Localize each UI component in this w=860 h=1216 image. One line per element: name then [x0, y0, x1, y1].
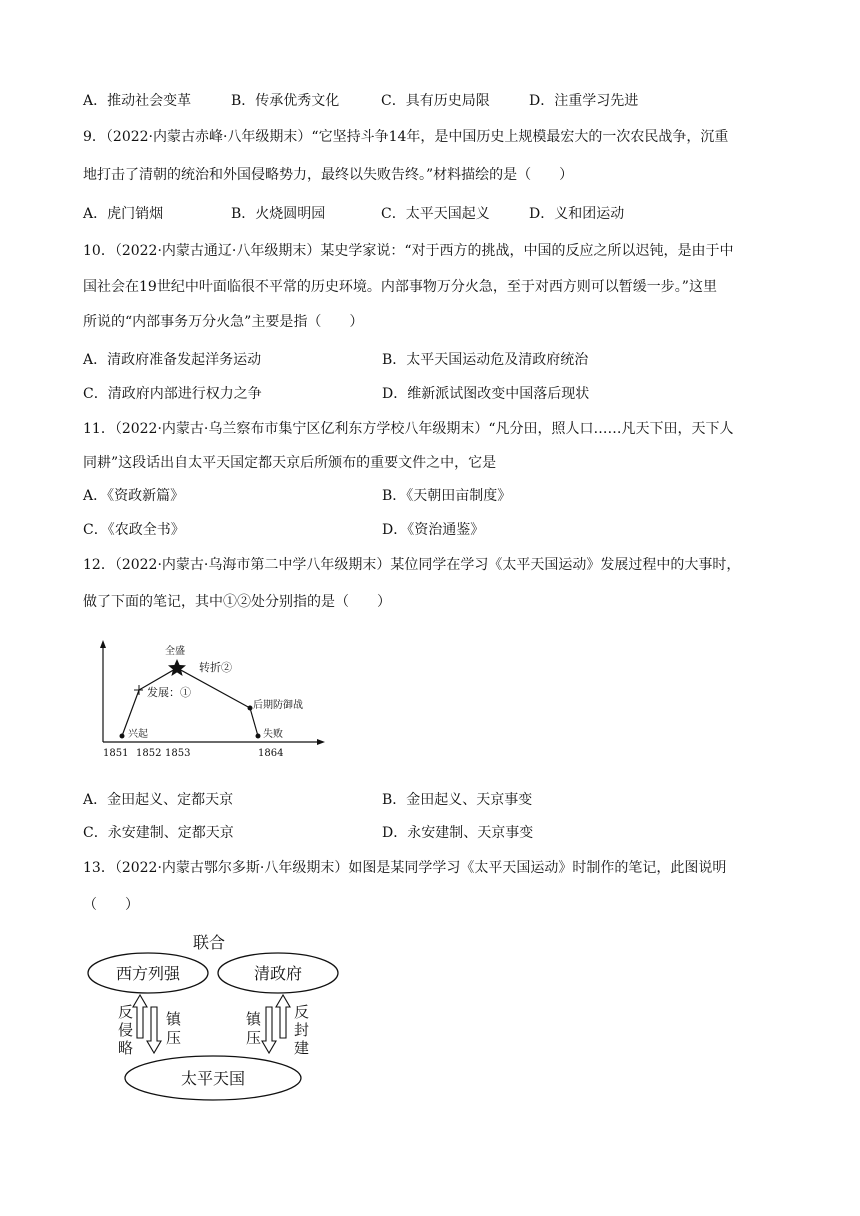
q9-stem-line2: 地打击了清朝的统治和外国侵略势力，最终以失败告终。”材料描绘的是（ ）	[83, 167, 574, 183]
arrow-up-left	[133, 995, 147, 1038]
q8-option-d[interactable]: D．注重学习先进	[529, 93, 639, 109]
label-develop: 发展：①	[147, 686, 191, 699]
text-qing-government: 清政府	[253, 964, 303, 983]
q10-stem-line3: 所说的“内部事务万分火急”主要是指（ ）	[83, 314, 364, 330]
left-up-char-1: 反	[118, 1003, 134, 1021]
right-down-char-1: 镇	[246, 1010, 262, 1028]
text-taiping: 太平天国	[180, 1069, 246, 1088]
q12-option-a[interactable]: A．金田起义、定都天京	[83, 792, 234, 808]
q13-stem-line1: 13．（2022·内蒙古鄂尔多斯·八年级期末）如图是某同学学习《太平天国运动》时制作的笔记，此图说明	[83, 860, 727, 876]
y-axis-arrow	[100, 640, 106, 648]
q9-option-c[interactable]: C．太平天国起义	[381, 206, 490, 222]
arrow-down-right	[262, 1007, 276, 1053]
q10-stem-line2: 国社会在19世纪中叶面临很不平常的历史环境。内部事物万分火急，至于对西方则可以暂缓一步。”这里	[83, 279, 717, 295]
q9-option-a[interactable]: A．虎门销烟	[83, 206, 164, 222]
point-defense	[248, 706, 253, 711]
x-tick-1851: 1851	[103, 748, 129, 759]
point-rise	[120, 734, 125, 739]
q11-stem-line1: 11．（2022·内蒙古·乌兰察布市集宁区亿利东方学校八年级期末）“凡分田，照人口……凡天下田，天下人	[83, 421, 734, 437]
q12-stem-line2: 做了下面的笔记，其中①②处分别指的是（ ）	[83, 594, 391, 610]
q10-option-c[interactable]: C．清政府内部进行权力之争	[83, 386, 262, 402]
q12-stem-line1: 12．（2022·内蒙古·乌海市第二中学八年级期末）某位同学在学习《太平天国运动》发展过程中的大事时，	[83, 557, 741, 573]
text-western-powers: 西方列强	[115, 964, 181, 983]
point-fail	[256, 734, 261, 739]
right-up-char-1: 反	[294, 1003, 310, 1021]
q9-option-b[interactable]: B．火烧圆明园	[231, 206, 326, 222]
q13-stem-line2: （ ）	[83, 897, 139, 913]
q10-stem-line1: 10．（2022·内蒙古通辽·八年级期末）某史学家说：“对于西方的挑战，中国的反应之所以迟钝，是由于中	[83, 243, 734, 259]
right-down-char-2: 压	[246, 1029, 262, 1047]
x-axis-arrow	[317, 739, 325, 745]
q12-option-c[interactable]: C．永安建制、定都天京	[83, 825, 234, 841]
q9-stem-line1: 9．（2022·内蒙古赤峰·八年级期末）“它坚持斗争14年，是中国历史上规模最宏大的一次农民战争，沉重	[83, 129, 729, 145]
label-alliance: 联合	[193, 933, 226, 952]
arrow-up-right	[276, 995, 290, 1038]
peak-star-icon	[168, 659, 186, 676]
x-tick-1853: 1853	[165, 748, 191, 759]
left-down-char-1: 镇	[166, 1010, 182, 1028]
x-tick-1864: 1864	[258, 748, 284, 759]
trend-line	[122, 668, 258, 736]
q11-option-c[interactable]: C．《农政全书》	[83, 522, 185, 538]
q9-options	[83, 203, 823, 225]
q10-option-d[interactable]: D．维新派试图改变中国落后现状	[382, 386, 590, 402]
q11-stem-line2: 同耕”这段话出自太平天国定都天京后所颁布的重要文件之中，它是	[83, 455, 497, 471]
label-peak: 全盛	[165, 646, 185, 657]
q12-timeline-chart	[95, 638, 330, 763]
arrow-down-left	[147, 1007, 161, 1053]
q8-options	[83, 90, 823, 112]
right-up-char-3: 建	[294, 1039, 310, 1057]
q8-option-b[interactable]: B．传承优秀文化	[231, 93, 340, 109]
x-tick-1852: 1852	[136, 748, 162, 759]
label-defense: 后期防御战	[253, 700, 303, 711]
q12-option-d[interactable]: D．永安建制、天京事变	[382, 825, 534, 841]
q11-option-d[interactable]: D．《资治通鉴》	[382, 522, 485, 538]
q9-option-d[interactable]: D．义和团运动	[529, 206, 625, 222]
right-up-char-2: 封	[294, 1021, 310, 1039]
q8-option-a[interactable]: A．推动社会变革	[83, 93, 192, 109]
q11-option-a[interactable]: A．《资政新篇》	[83, 488, 185, 504]
q13-relationship-diagram	[80, 925, 350, 1105]
left-up-char-3: 略	[118, 1039, 134, 1057]
q12-option-b[interactable]: B．金田起义、天京事变	[382, 792, 533, 808]
q8-option-c[interactable]: C．具有历史局限	[381, 93, 490, 109]
q10-option-a[interactable]: A．清政府准备发起洋务运动	[83, 352, 262, 368]
label-rise: 兴起	[128, 729, 148, 740]
q11-option-b[interactable]: B．《天朝田亩制度》	[382, 488, 512, 504]
left-up-char-2: 侵	[118, 1021, 134, 1039]
label-turn: 转折②	[199, 661, 232, 674]
left-down-char-2: 压	[166, 1029, 182, 1047]
label-fail: 失败	[263, 729, 283, 740]
q10-option-b[interactable]: B．太平天国运动危及清政府统治	[382, 352, 589, 368]
